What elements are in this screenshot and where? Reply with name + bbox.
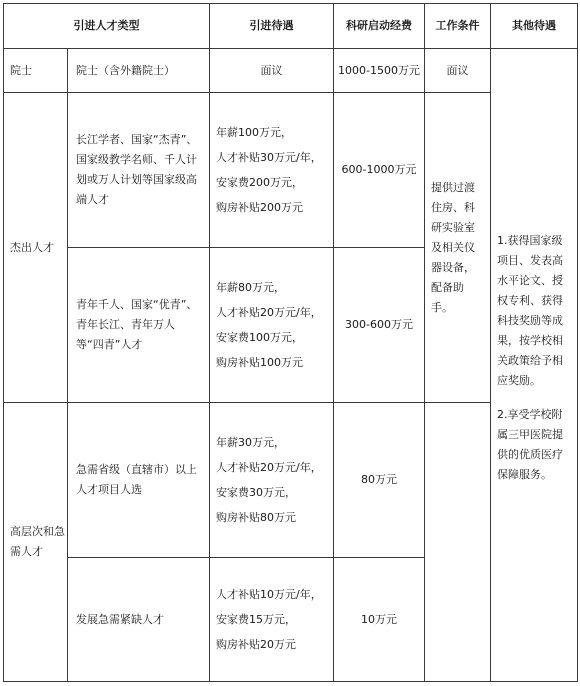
- type-outstanding-2: 青年千人、国家“优青”、青年长江、青年万人等“四青”人才: [68, 248, 210, 403]
- treatment-academician: 面议: [210, 49, 334, 93]
- header-treatment: 引进待遇: [210, 4, 334, 49]
- treatment-line: 安家费100万元，: [216, 330, 303, 344]
- funding-academician: 1000-1500万元: [334, 49, 425, 93]
- treatment-line: 人才补贴10万元/年，: [216, 587, 322, 601]
- category-outstanding: 杰出人才: [4, 93, 68, 403]
- treatment-line: 年薪100万元，: [216, 125, 292, 139]
- type-high-level-1: 急需省级（直辖市）以上人才项目人选: [68, 403, 210, 558]
- header-type: 引进人才类型: [4, 4, 210, 49]
- treatment-high-level-1: [210, 403, 334, 558]
- other-benefit-2: 2.享受学校附属三甲医院提供的优质医疗保障服务。: [497, 408, 563, 481]
- treatment-line: 人才补贴20万元/年，: [216, 305, 322, 319]
- funding-outstanding-2: 300-600万元: [334, 248, 425, 403]
- conditions-outstanding: 提供过渡住房、科研实验室及相关仪器设备，配备助手。: [425, 93, 491, 403]
- treatment-line: 安家费15万元，: [216, 612, 296, 626]
- category-high-level: 高层次和急需人才: [4, 403, 68, 682]
- treatment-line: 年薪80万元，: [216, 280, 285, 294]
- talent-recruitment-table: [3, 3, 578, 682]
- type-high-level-2: 发展急需紧缺人才: [68, 558, 210, 682]
- treatment-outstanding-1: [210, 93, 334, 248]
- treatment-high-level-2: [210, 558, 334, 682]
- treatment-line: 购房补贴100万元: [216, 355, 303, 369]
- treatment-line: 年薪30万元，: [216, 435, 285, 449]
- funding-high-level-1: 80万元: [334, 403, 425, 558]
- conditions-high-level-empty: [425, 403, 491, 682]
- header-other: 其他待遇: [491, 4, 578, 49]
- treatment-line: 购房补贴200万元: [216, 200, 303, 214]
- treatment-line: 安家费30万元，: [216, 485, 296, 499]
- other-benefit-1: 1.获得国家级项目、发表高水平论文、授权专利、获得科技奖励等成果，按学校相关政策给予相应奖励。: [497, 234, 563, 387]
- treatment-outstanding-2: [210, 248, 334, 403]
- treatment-line: 购房补贴20万元: [216, 637, 296, 651]
- other-benefits-cell: [491, 49, 578, 682]
- treatment-line: 安家费200万元，: [216, 175, 303, 189]
- table-row-academician: [4, 49, 578, 93]
- treatment-line: 人才补贴30万元/年，: [216, 150, 322, 164]
- treatment-line: 人才补贴20万元/年，: [216, 460, 322, 474]
- header-funding: 科研启动经费: [334, 4, 425, 49]
- type-academician: 院士（含外籍院士）: [68, 49, 210, 93]
- conditions-academician: 面议: [425, 49, 491, 93]
- header-row: [4, 4, 578, 49]
- funding-outstanding-1: 600-1000万元: [334, 93, 425, 248]
- header-conditions: 工作条件: [425, 4, 491, 49]
- type-outstanding-1: 长江学者、国家“杰青”、国家级教学名师、千人计划或万人计划等国家级高端人才: [68, 93, 210, 248]
- category-academician: 院士: [4, 49, 68, 93]
- treatment-line: 购房补贴80万元: [216, 510, 296, 524]
- funding-high-level-2: 10万元: [334, 558, 425, 682]
